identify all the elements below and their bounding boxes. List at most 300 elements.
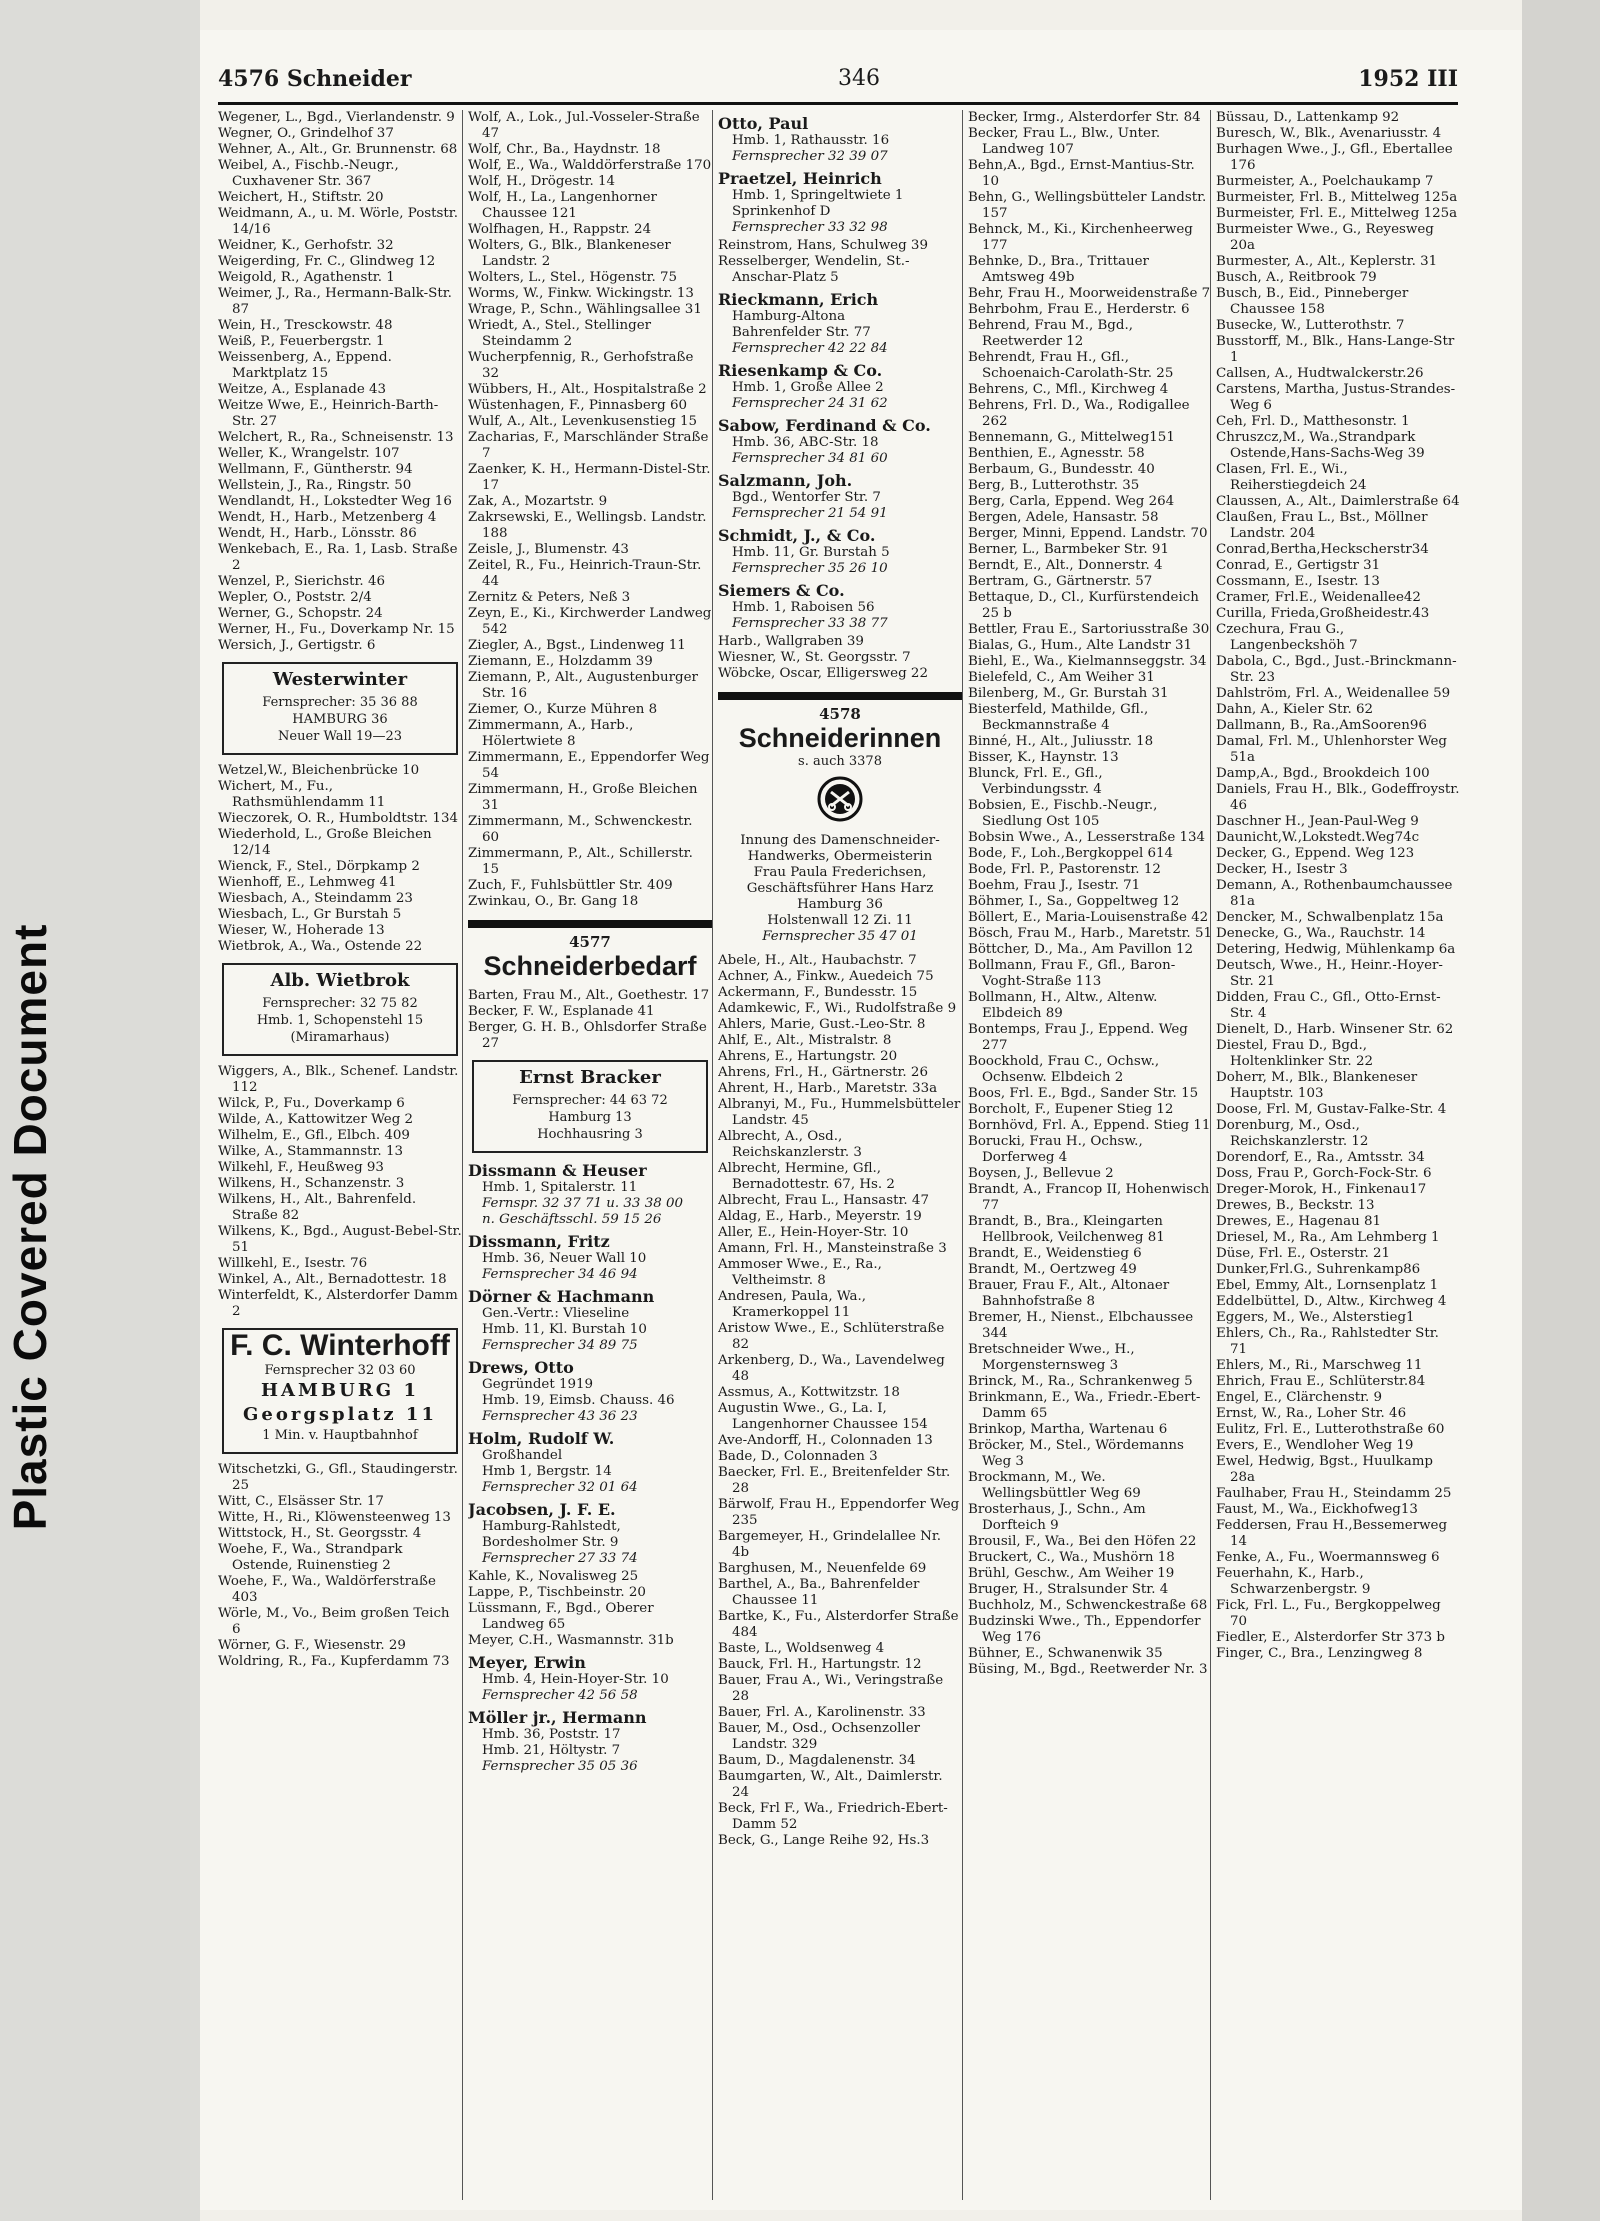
directory-entry: Burmeister, Frl. B., Mittelweg 125a: [1216, 190, 1458, 205]
directory-entry: Ebel, Emmy, Alt., Lornsenplatz 1: [1216, 1278, 1439, 1293]
directory-entry: Drewes, E., Hagenau 81: [1216, 1214, 1382, 1229]
directory-entry: Weigerding, Fr. C., Glindweg 12: [218, 254, 436, 269]
directory-entry: Boehm, Frau J., Isestr. 71: [968, 878, 1141, 893]
directory-entry: Wenzel, P., Sierichstr. 46: [218, 574, 385, 589]
directory-entry: Brousil, F., Wa., Bei den Höfen 22: [968, 1534, 1197, 1549]
directory-entry: Resselberger, Wendelin, St.-Anschar-Platz 5: [718, 254, 910, 285]
ad-line: 1 Min. v. Hauptbahnhof: [262, 1428, 418, 1443]
directory-entry: Wucherpfennig, R., Gerhofstraße 32: [468, 350, 694, 381]
directory-entry: Wiesbach, A., Steindamm 23: [218, 891, 413, 906]
directory-entry: Wepler, O., Poststr. 2/4: [218, 590, 372, 605]
notice-line: Geschäftsführer Hans Harz: [746, 881, 934, 896]
directory-entry: Ceh, Frl. D., Matthesonstr. 1: [1216, 414, 1410, 429]
directory-entry: Wellstein, J., Ra., Ringstr. 50: [218, 478, 412, 493]
section-4578: [718, 692, 962, 770]
notice-line: Holstenwall 12 Zi. 11: [767, 913, 913, 928]
firm-list: [718, 114, 962, 236]
directory-entry: Ahrent, H., Harb., Maretstr. 33a: [718, 1081, 938, 1096]
directory-entry: Winterfeldt, K., Alsterdorfer Damm 2: [218, 1288, 458, 1319]
directory-entry: Bauer, Frl. A., Karolinenstr. 33: [718, 1705, 926, 1720]
directory-entry: Woehe, F., Wa., Strandpark Ostende, Ruinenstieg 2: [218, 1542, 403, 1573]
directory-entry: Bösch, Frau M., Harb., Maretstr. 51: [968, 926, 1212, 941]
firm-phone: n. Geschäftsschl. 59 15 26: [482, 1212, 662, 1227]
directory-entry: Wieser, W., Hoherade 13: [218, 923, 385, 938]
directory-entry: Baste, L., Woldsenweg 4: [718, 1641, 885, 1656]
directory-entry: Wriedt, A., Stel., Stellinger Steindamm 2: [468, 318, 652, 349]
directory-entry: Benthien, E., Agnesstr. 58: [968, 446, 1145, 461]
firm-address: Hmb. 11, Gr. Burstah 5: [732, 545, 890, 560]
firm-entry: [718, 471, 962, 522]
directory-entry: Behrens, C., Mfl., Kirchweg 4: [968, 382, 1169, 397]
directory-entry: Ackermann, F., Bundesstr. 15: [718, 985, 918, 1000]
firm-phone: Fernsprecher 32 01 64: [482, 1480, 638, 1495]
directory-entry: Ehlers, M., Ri., Marschweg 11: [1216, 1358, 1423, 1373]
directory-entry: Bruckert, C., Wa., Mushörn 18: [968, 1550, 1175, 1565]
firm-phone: Fernsprecher 42 56 58: [482, 1688, 638, 1703]
directory-entry: Daschner H., Jean-Paul-Weg 9: [1216, 814, 1419, 829]
directory-entry: Behnck, M., Ki., Kirchenheerweg 177: [968, 222, 1193, 253]
firm-entry: [468, 1358, 712, 1425]
directory-entry: Behrens, Frl. D., Wa., Rodigallee 262: [968, 398, 1190, 429]
directory-entry: Wetzel,W., Bleichenbrücke 10: [218, 763, 420, 778]
firm-entry: [718, 290, 962, 357]
directory-entry: Brosterhaus, J., Schn., Am Dorfteich 9: [968, 1502, 1146, 1533]
directory-entry: Biesterfeld, Mathilde, Gfl., Beckmannstraße 4: [968, 702, 1149, 733]
firm-address: Hmb. 1, Springeltwiete 1: [732, 188, 904, 203]
directory-entry: Ahrens, E., Hartungstr. 20: [718, 1049, 898, 1064]
directory-entry: Engel, E., Clärchenstr. 9: [1216, 1390, 1383, 1405]
directory-entry: Eulitz, Frl. E., Lutterothstraße 60: [1216, 1422, 1445, 1437]
directory-entry: Ave-Andorff, H., Colonnaden 13: [718, 1433, 933, 1448]
directory-entry: Dallmann, B., Ra.,AmSooren96: [1216, 718, 1427, 733]
notice-phone: Fernsprecher 35 47 01: [762, 929, 918, 944]
ad-line: Hamburg 13: [548, 1110, 632, 1125]
firm-entry: [468, 1287, 712, 1354]
directory-entry: Andresen, Paula, Wa., Kramerkoppel 11: [718, 1289, 867, 1320]
ad-westerwinter: [222, 662, 458, 755]
notice-line: Handwerks, Obermeisterin: [747, 849, 933, 864]
directory-entry: Berger, Minni, Eppend. Landstr. 70: [968, 526, 1208, 541]
directory-entry: Behr, Frau H., Moorweidenstraße 7: [968, 286, 1211, 301]
firm-phone: Fernsprecher 24 31 62: [732, 396, 888, 411]
directory-entry: Wüstenhagen, F., Pinnasberg 60: [468, 398, 688, 413]
directory-entry: Bergen, Adele, Hansastr. 58: [968, 510, 1159, 525]
firm-address: Großhandel: [482, 1448, 563, 1463]
directory-entry: Weibel, A., Fischb.-Neugr., Cuxhavener Str. 367: [218, 158, 399, 189]
directory-entry: Brandt, A., Francop II, Hohenwisch 77: [968, 1182, 1210, 1213]
directory-entry: Brandt, E., Weidenstieg 6: [968, 1246, 1142, 1261]
directory-entry: Lappe, P., Tischbeinstr. 20: [468, 1585, 646, 1600]
directory-entry: Brinkop, Martha, Wartenau 6: [968, 1422, 1168, 1437]
firm-entry: [718, 526, 962, 577]
directory-entry: Zeisle, J., Blumenstr. 43: [468, 542, 629, 557]
directory-entry: Brockmann, M., We. Wellingsbüttler Weg 69: [968, 1470, 1141, 1501]
firm-phone: Fernspr. 32 37 71 u. 33 38 00: [482, 1196, 684, 1211]
directory-entry: Bilenberg, M., Gr. Burstah 31: [968, 686, 1169, 701]
directory-entry: Zeyn, E., Ki., Kirchwerder Landweg 542: [468, 606, 712, 637]
directory-entry: Demann, A., Rothenbaumchaussee 81a: [1216, 878, 1453, 909]
directory-entry: Feddersen, Frau H.,Bessemerweg 14: [1216, 1518, 1448, 1549]
directory-entry: Dorendorf, E., Ra., Amtsstr. 34: [1216, 1150, 1425, 1165]
directory-entry: Werner, G., Schopstr. 24: [218, 606, 383, 621]
firm-entry: [468, 1500, 712, 1567]
directory-entry: Ewel, Hedwig, Bgst., Huulkamp 28a: [1216, 1454, 1433, 1485]
firm-address: Hmb. 1, Große Allee 2: [732, 380, 884, 395]
ad-line: Fernsprecher: 35 36 88: [262, 695, 418, 710]
directory-entry: Zaenker, K. H., Hermann-Distel-Str. 17: [468, 462, 711, 493]
directory-entry: Clasen, Frl. E., Wi., Reiherstiegdeich 24: [1216, 462, 1367, 493]
directory-entry: Wehner, A., Alt., Gr. Brunnenstr. 68: [218, 142, 458, 157]
directory-entry: Bode, Frl. P., Pastorenstr. 12: [968, 862, 1161, 877]
directory-entry: Becker, Frau L., Blw., Unter. Landweg 107: [968, 126, 1161, 157]
directory-entry: Böttcher, D., Ma., Am Pavillon 12: [968, 942, 1194, 957]
firm-address: Gegründet 1919: [482, 1377, 594, 1392]
directory-entry: Wiederhold, L., Große Bleichen 12/14: [218, 827, 432, 858]
directory-entry: Abele, H., Alt., Haubachstr. 7: [718, 953, 917, 968]
directory-entry: Busstorff, M., Blk., Hans-Lange-Str 1: [1216, 334, 1455, 365]
directory-entry: Büssau, D., Lattenkamp 92: [1216, 110, 1400, 125]
directory-entry: Zimmermann, H., Große Bleichen 31: [468, 782, 698, 813]
entry-list: [968, 110, 1212, 1678]
directory-entry: Busecke, W., Lutterothstr. 7: [1216, 318, 1405, 333]
directory-entry: Wolf, A., Lok., Jul.-Vosseler-Straße 47: [468, 110, 700, 141]
firm-entry: [718, 581, 962, 632]
directory-entry: Wein, H., Tresckowstr. 48: [218, 318, 393, 333]
directory-entry: Damp,A., Bgd., Brookdeich 100: [1216, 766, 1430, 781]
page-number: 346: [838, 66, 880, 91]
directory-entry: Woehe, F., Wa., Waldörferstraße 403: [218, 1574, 436, 1605]
directory-entry: Wendt, H., Harb., Metzenberg 4: [218, 510, 437, 525]
directory-entry: Harb., Wallgraben 39: [718, 634, 864, 649]
firm-phone: Fernsprecher 34 81 60: [732, 451, 888, 466]
firm-address: Hmb. 1, Rathausstr. 16: [732, 133, 890, 148]
ad-line: Neuer Wall 19—23: [278, 729, 402, 744]
directory-entry: Ziemer, O., Kurze Mühren 8: [468, 702, 658, 717]
ad-line: Georgsplatz 11: [243, 1404, 437, 1425]
directory-entry: Wellmann, F., Güntherstr. 94: [218, 462, 413, 477]
directory-entry: Albranyi, M., Fu., Hummelsbütteler Landstr. 45: [718, 1097, 961, 1128]
directory-entry: Aller, E., Hein-Hoyer-Str. 10: [718, 1225, 909, 1240]
directory-entry: Carstens, Martha, Justus-Strandes-Weg 6: [1216, 382, 1456, 413]
entry-list: [218, 1064, 462, 1320]
directory-entry: Barthel, A., Ba., Bahrenfelder Chaussee 11: [718, 1577, 920, 1608]
directory-entry: Arkenberg, D., Wa., Lavendelweg 48: [718, 1353, 945, 1384]
directory-entry: Ahlers, Marie, Gust.-Leo-Str. 8: [718, 1017, 926, 1032]
directory-entry: Wolfhagen, H., Rappstr. 24: [468, 222, 652, 237]
directory-entry: Baecker, Frl. E., Breitenfelder Str. 28: [718, 1465, 951, 1496]
directory-entry: Wulf, A., Alt., Levenkusenstieg 15: [468, 414, 698, 429]
directory-entry: Fick, Frl. L., Fu., Bergkoppelweg 70: [1216, 1598, 1441, 1629]
directory-entry: Cramer, Frl.E., Weidenallee42: [1216, 590, 1421, 605]
directory-entry: Wörner, G. F., Wiesenstr. 29: [218, 1638, 406, 1653]
directory-entry: Bröcker, M., Stel., Wördemanns Weg 3: [968, 1438, 1184, 1469]
directory-entry: Deutsch, Wwe., H., Heinr.-Hoyer-Str. 21: [1216, 958, 1443, 989]
directory-entry: Boockhold, Frau C., Ochsw., Ochsenw. Elbdeich 2: [968, 1054, 1160, 1085]
firm-address: Hmb. 36, Neuer Wall 10: [482, 1251, 647, 1266]
directory-entry: Buchholz, M., Schwenckestraße 68: [968, 1598, 1208, 1613]
directory-entry: Bennemann, G., Mittelweg151: [968, 430, 1175, 445]
column-divider: [712, 110, 713, 2200]
directory-entry: Berner, L., Barmbeker Str. 91: [968, 542, 1169, 557]
directory-entry: Bärwolf, Frau H., Eppendorfer Weg 235: [718, 1497, 960, 1528]
directory-entry: Callsen, A., Hudtwalckerstr.26: [1216, 366, 1424, 381]
section-number: 4578: [819, 705, 861, 723]
ad-line: (Miramarhaus): [290, 1030, 390, 1045]
directory-entry: Zeitel, R., Fu., Heinrich-Traun-Str. 44: [468, 558, 702, 589]
directory-entry: Wegner, O., Grindelhof 37: [218, 126, 394, 141]
firm-list: [468, 1653, 712, 1775]
directory-entry: Busch, B., Eid., Pinneberger Chaussee 158: [1216, 286, 1409, 317]
directory-entry: Ahlf, E., Alt., Mistralstr. 8: [718, 1033, 892, 1048]
directory-entry: Aristow Wwe., E., Schlüterstraße 82: [718, 1321, 945, 1352]
directory-entry: Witschetzki, G., Gfl., Staudingerstr. 25: [218, 1462, 458, 1493]
scanner-frame-right: [1522, 0, 1600, 2221]
directory-entry: Weimer, J., Ra., Hermann-Balk-Str. 87: [218, 286, 452, 317]
ad-line: HAMBURG 36: [292, 712, 388, 727]
directory-entry: Ernst, W., Ra., Loher Str. 46: [1216, 1406, 1407, 1421]
ad-line: Fernsprecher: 44 63 72: [512, 1093, 668, 1108]
directory-entry: Drewes, B., Beckstr. 13: [1216, 1198, 1375, 1213]
entry-list: [718, 953, 962, 1849]
section-rule: [718, 692, 962, 700]
directory-entry: Wilkens, H., Alt., Bahrenfeld. Straße 82: [218, 1192, 417, 1223]
notice-line: Innung des Damenschneider-: [740, 833, 940, 848]
firm-entry: [468, 1708, 712, 1775]
ad-line: HAMBURG 1: [261, 1380, 419, 1401]
firm-entry: [468, 1161, 712, 1228]
directory-entry: Zernitz & Peters, Neß 3: [468, 590, 631, 605]
notice-line: Frau Paula Frederichsen,: [753, 865, 927, 880]
directory-entry: Bettaque, D., Cl., Kurfürstendeich 25 b: [968, 590, 1199, 621]
directory-entry: Böllert, E., Maria-Louisenstraße 42: [968, 910, 1209, 925]
entry-list: [468, 110, 712, 910]
directory-entry: Weichert, H., Stiftstr. 20: [218, 190, 384, 205]
entry-list: [218, 110, 462, 654]
directory-entry: Faulhaber, Frau H., Steindamm 25: [1216, 1486, 1452, 1501]
firm-address: Hmb. 19, Eimsb. Chauss. 46: [482, 1393, 675, 1408]
directory-entry: Blunck, Frl. E., Gfl., Verbindungsstr. 4: [968, 766, 1103, 797]
firm-phone: Fernsprecher 33 38 77: [732, 616, 888, 631]
directory-entry: Finger, C., Bra., Lenzingweg 8: [1216, 1646, 1423, 1661]
directory-entry: Busch, A., Reitbrook 79: [1216, 270, 1377, 285]
directory-entry: Claussen, A., Alt., Daimlerstraße 64: [1216, 494, 1460, 509]
directory-entry: Doose, Frl. M, Gustav-Falke-Str. 4: [1216, 1102, 1447, 1117]
directory-entry: Burmeister, A., Poelchaukamp 7: [1216, 174, 1434, 189]
directory-entry: Berger, G. H. B., Ohlsdorfer Straße 27: [468, 1020, 707, 1051]
directory-entry: Wörle, M., Vo., Beim großen Teich 6: [218, 1606, 450, 1637]
column-2: [468, 110, 712, 2210]
firm-address: Hmb. 36, ABC-Str. 18: [732, 435, 879, 450]
directory-entry: Ehrich, Frau E., Schlüterstr.84: [1216, 1374, 1426, 1389]
firm-name: Riesenkamp & Co.: [718, 361, 883, 380]
directory-entry: Baum, D., Magdalenenstr. 34: [718, 1753, 916, 1768]
firm-name: Schmidt, J., & Co.: [718, 526, 876, 545]
directory-entry: Bollmann, Frau F., Gfl., Baron-Voght-Straße 113: [968, 958, 1176, 989]
firm-name: Dissmann & Heuser: [468, 1161, 647, 1180]
firm-name: Meyer, Erwin: [468, 1653, 586, 1672]
directory-entry: Dencker, M., Schwalbenplatz 15a: [1216, 910, 1444, 925]
directory-entry: Weitze Wwe, E., Heinrich-Barth-Str. 27: [218, 398, 439, 429]
directory-entry: Bontemps, Frau J., Eppend. Weg 277: [968, 1022, 1188, 1053]
directory-entry: Welchert, R., Ra., Schneisenstr. 13: [218, 430, 454, 445]
directory-entry: Zacharias, F., Marschländer Straße 7: [468, 430, 709, 461]
directory-entry: Wendt, H., Harb., Lönsstr. 86: [218, 526, 417, 541]
header-right: 1952 III: [1358, 66, 1458, 92]
directory-entry: Büsing, M., Bgd., Reetwerder Nr. 3: [968, 1662, 1208, 1677]
ad-line: Hochhausring 3: [537, 1127, 643, 1142]
directory-entry: Zak, A., Mozartstr. 9: [468, 494, 608, 509]
directory-entry: Diestel, Frau D., Bgd., Holtenklinker Str. 22: [1216, 1038, 1373, 1069]
directory-entry: Wittstock, H., St. Georgsstr. 4: [218, 1526, 422, 1541]
directory-entry: Behn, G., Wellingsbütteler Landstr. 157: [968, 190, 1207, 221]
directory-entry: Woldring, R., Fa., Kupferdamm 73: [218, 1654, 450, 1669]
directory-entry: Cossmann, E., Isestr. 13: [1216, 574, 1380, 589]
directory-entry: Borucki, Frau H., Ochsw., Dorferweg 4: [968, 1134, 1143, 1165]
directory-entry: Wolf, H., La., Langenhorner Chaussee 121: [468, 190, 657, 221]
firm-address: Hmb. 21, Höltystr. 7: [482, 1743, 621, 1758]
directory-entry: Detering, Hedwig, Mühlenkamp 6a: [1216, 942, 1456, 957]
firm-phone: Fernsprecher 35 05 36: [482, 1759, 638, 1774]
firm-address: Bgd., Wentorfer Str. 7: [732, 490, 881, 505]
directory-entry: Bettler, Frau E., Sartoriusstraße 30: [968, 622, 1210, 637]
directory-entry: Albrecht, Frau L., Hansastr. 47: [718, 1193, 929, 1208]
ad-title: F. C. Winterhoff: [230, 1329, 450, 1362]
directory-entry: Dunker,Frl.G., Suhrenkamp86: [1216, 1262, 1421, 1277]
directory-entry: Bielefeld, C., Am Weiher 31: [968, 670, 1155, 685]
directory-entry: Zwinkau, O., Br. Gang 18: [468, 894, 639, 909]
ad-bracker: [472, 1060, 708, 1153]
directory-entry: Behrend, Frau M., Bgd., Reetwerder 12: [968, 318, 1133, 349]
directory-entry: Wolters, L., Stel., Högenstr. 75: [468, 270, 678, 285]
directory-entry: Wolf, Chr., Ba., Haydnstr. 18: [468, 142, 661, 157]
directory-entry: Bartke, K., Fu., Alsterdorfer Straße 484: [718, 1609, 959, 1640]
directory-entry: Bargemeyer, H., Grindelallee Nr. 4b: [718, 1529, 942, 1560]
directory-entry: Wilck, P., Fu., Doverkamp 6: [218, 1096, 405, 1111]
column-4: [968, 110, 1212, 2210]
directory-entry: Winkel, A., Alt., Bernadottestr. 18: [218, 1272, 447, 1287]
firm-address: Hmb. 1, Raboisen 56: [732, 600, 875, 615]
directory-entry: Augustin Wwe., G., La. I, Langenhorner Chaussee 154: [718, 1401, 928, 1432]
section-4577: [468, 920, 712, 982]
firm-name: Jacobsen, J. F. E.: [468, 1500, 616, 1519]
directory-entry: Behn,A., Bgd., Ernst-Mantius-Str. 10: [968, 158, 1195, 189]
directory-entry: Weigold, R., Agathenstr. 1: [218, 270, 395, 285]
firm-name: Möller jr., Hermann: [468, 1708, 647, 1727]
directory-entry: Meyer, C.H., Wasmannstr. 31b: [468, 1633, 674, 1648]
directory-entry: Brühl, Geschw., Am Weiher 19: [968, 1566, 1175, 1581]
directory-entry: Wolters, G., Blk., Blankeneser Landstr. 2: [468, 238, 671, 269]
directory-entry: Barten, Frau M., Alt., Goethestr. 17: [468, 988, 710, 1003]
directory-entry: Bisser, K., Haynstr. 13: [968, 750, 1119, 765]
entry-list: [718, 238, 962, 286]
directory-entry: Evers, E., Wendloher Weg 19: [1216, 1438, 1414, 1453]
guild-emblem: [718, 776, 962, 827]
directory-entry: Becker, Irmg., Alsterdorfer Str. 84: [968, 110, 1201, 125]
column-3: [718, 110, 962, 2210]
directory-entry: Wiesbach, L., Gr Burstah 5: [218, 907, 402, 922]
directory-entry: Decker, H., Isestr 3: [1216, 862, 1348, 877]
directory-entry: Claußen, Frau L., Bst., Möllner Landstr. 204: [1216, 510, 1428, 541]
directory-entry: Assmus, A., Kottwitzstr. 18: [718, 1385, 900, 1400]
firm-phone: Fernsprecher 35 26 10: [732, 561, 888, 576]
firm-entry: [468, 1653, 712, 1704]
ad-title: Westerwinter: [272, 669, 408, 690]
notice-line: Hamburg 36: [797, 897, 883, 912]
directory-entry: Wolf, H., Drögestr. 14: [468, 174, 616, 189]
directory-entry: Wieczorek, O. R., Humboldtstr. 134: [218, 811, 458, 826]
directory-entry: Weller, K., Wrangelstr. 107: [218, 446, 400, 461]
directory-entry: Bollmann, H., Altw., Altenw. Elbdeich 89: [968, 990, 1158, 1021]
firm-phone: Fernsprecher 42 22 84: [732, 341, 888, 356]
directory-entry: Daunicht,W.,Lokstedt.Weg74c: [1216, 830, 1420, 845]
firm-phone: Fernsprecher 27 33 74: [482, 1551, 638, 1566]
column-1: [218, 110, 462, 2210]
firm-address: Sprinkenhof D: [732, 204, 831, 219]
entry-list: [1216, 110, 1460, 1662]
ad-line: Fernsprecher 32 03 60: [264, 1363, 416, 1378]
directory-entry: Bobsin Wwe., A., Lesserstraße 134: [968, 830, 1206, 845]
ad-title: Ernst Bracker: [519, 1067, 661, 1088]
directory-entry: Wienck, F., Stel., Dörpkamp 2: [218, 859, 420, 874]
directory-entry: Brandt, M., Oertzweg 49: [968, 1262, 1137, 1277]
directory-entry: Bornhövd, Frl. A., Eppend. Stieg 11: [968, 1118, 1211, 1133]
directory-entry: Weitze, A., Esplanade 43: [218, 382, 387, 397]
directory-entry: Weidmann, A., u. M. Wörle, Poststr. 14/16: [218, 206, 458, 237]
directory-entry: Doherr, M., Blk., Blankeneser Hauptstr. 103: [1216, 1070, 1418, 1101]
firm-name: Dörner & Hachmann: [468, 1287, 655, 1306]
firm-phone: Fernsprecher 21 54 91: [732, 506, 888, 521]
directory-entry: Decker, G., Eppend. Weg 123: [1216, 846, 1415, 861]
ad-line: Fernsprecher: 32 75 82: [262, 996, 418, 1011]
directory-entry: Reinstrom, Hans, Schulweg 39: [718, 238, 928, 253]
directory-entry: Fiedler, E., Alsterdorfer Str 373 b: [1216, 1630, 1445, 1645]
directory-entry: Bialas, G., Hum., Alte Landstr 31: [968, 638, 1193, 653]
directory-entry: Wietbrok, A., Wa., Ostende 22: [218, 939, 423, 954]
firm-entry: [718, 416, 962, 467]
directory-entry: Kahle, K., Novalisweg 25: [468, 1569, 639, 1584]
directory-entry: Weissenberg, A., Eppend. Marktplatz 15: [218, 350, 392, 381]
entry-list: [218, 763, 462, 955]
firm-address: Bordesholmer Str. 9: [482, 1535, 619, 1550]
directory-entry: Wilhelm, E., Gfl., Elbch. 409: [218, 1128, 410, 1143]
page-header: [218, 60, 1458, 100]
directory-entry: Biehl, E., Wa., Kielmannseggstr. 34: [968, 654, 1207, 669]
directory-entry: Dienelt, D., Harb. Winsener Str. 62: [1216, 1022, 1454, 1037]
directory-entry: Wilke, A., Stammannstr. 13: [218, 1144, 403, 1159]
directory-entry: Conrad,Bertha,Heckscherstr34: [1216, 542, 1429, 557]
entry-list: [468, 1569, 712, 1649]
column-5: [1216, 110, 1460, 2210]
firm-address: Bahrenfelder Str. 77: [732, 325, 871, 340]
firm-entry: [718, 114, 962, 165]
directory-entry: Zimmermann, E., Eppendorfer Weg 54: [468, 750, 710, 781]
firm-address: Gen.-Vertr.: Vlieseline: [482, 1306, 630, 1321]
firm-name: Drews, Otto: [468, 1358, 574, 1377]
firm-address: Hmb 1, Bergstr. 14: [482, 1464, 612, 1479]
directory-entry: Wenkebach, E., Ra. 1, Lasb. Straße 2: [218, 542, 458, 573]
section-title: Schneiderinnen: [738, 723, 942, 753]
directory-entry: Wienhoff, E., Lehmweg 41: [218, 875, 397, 890]
directory-entry: Ahrens, Frl., H., Gärtnerstr. 26: [718, 1065, 928, 1080]
directory-entry: Weiß, P., Feuerbergstr. 1: [218, 334, 385, 349]
directory-entry: Bade, D., Colonnaden 3: [718, 1449, 878, 1464]
directory-entry: Bretschneider Wwe., H., Morgensternsweg 3: [968, 1342, 1135, 1373]
directory-entry: Ziemann, E., Holzdamm 39: [468, 654, 653, 669]
directory-entry: Zimmermann, P., Alt., Schillerstr. 15: [468, 846, 693, 877]
firm-name: Rieckmann, Erich: [718, 290, 879, 309]
firm-name: Dissmann, Fritz: [468, 1232, 610, 1251]
directory-entry: Wilde, A., Kattowitzer Weg 2: [218, 1112, 414, 1127]
